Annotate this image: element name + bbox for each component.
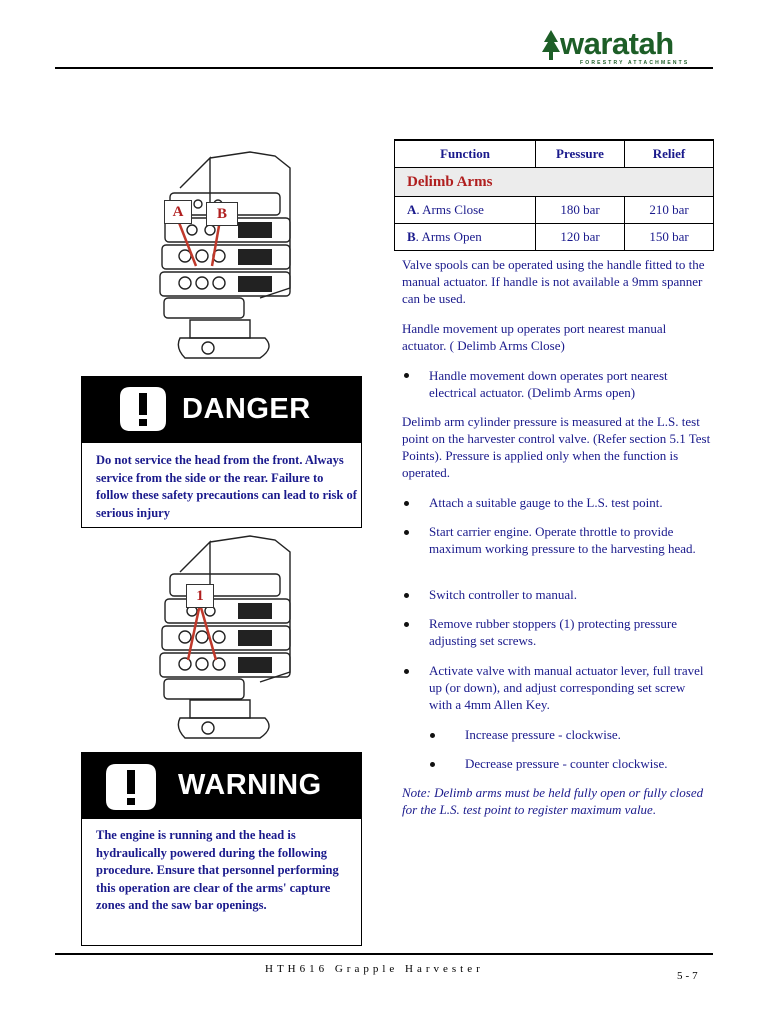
warning-header [82, 753, 361, 819]
header-function: Function [395, 140, 536, 168]
table-row [395, 224, 714, 251]
bullet-handle-down: Handle movement down operates port nearest electrical actuator. (Delimb Arms open) [429, 368, 668, 400]
paragraph-ls-test: Delimb arm cylinder pressure is measured at the L.S. test point on the harvester control valve. (Refer section 5.1 Test Points). Pressure is applied only when the function is operated. [402, 414, 711, 480]
row-function: A. Arms Close [395, 197, 536, 224]
bullet-dot [404, 622, 409, 627]
pressure-table [394, 139, 714, 251]
valve-figure-top [140, 148, 310, 368]
logo-tagline: FORESTRY ATTACHMENTS [580, 60, 690, 66]
note-text: Note: Delimb arms must be held fully open or fully closed for the L.S. test point to register maximum value. [402, 785, 704, 817]
danger-box [81, 376, 362, 528]
row-relief: 150 bar [625, 224, 714, 251]
warning-title: WARNING [178, 769, 322, 801]
header-pressure: Pressure [536, 140, 625, 168]
bullet-start-engine: Start carrier engine. Operate throttle to provide maximum working pressure to the harvesting head. [429, 524, 696, 556]
tree-icon [540, 30, 562, 62]
paragraph-spools: Valve spools can be operated using the handle fitted to the manual actuator. If handle is not available a 9mm spanner can be used. [402, 257, 705, 306]
logo-wordmark: waratah [560, 26, 674, 61]
table-header-row [395, 140, 714, 168]
warning-box [81, 752, 362, 946]
section-title: Delimb Arms [395, 168, 714, 197]
figure-label-a: A [164, 200, 192, 224]
bullet-activate-valve: Activate valve with manual actuator lever, full travel up (or down), and adjust corresponding set screw with a 4mm Allen Key. [429, 663, 704, 712]
header-relief: Relief [625, 140, 714, 168]
figure-label-b: B [206, 202, 238, 226]
row-function: B. Arms Open [395, 224, 536, 251]
bullet-dot [404, 530, 409, 535]
bullet-dot [404, 669, 409, 674]
page-number: 5-7 [677, 970, 701, 982]
row-relief: 210 bar [625, 197, 714, 224]
footer-rule [55, 953, 713, 955]
warning-text: The engine is running and the head is hydraulically powered during the following procedure. Ensure that personnel performing this operation are clear of the arms' capture zones and the saw bar openings. [96, 828, 339, 912]
danger-title: DANGER [182, 393, 311, 425]
figure-label-1: 1 [186, 584, 214, 608]
table-row [395, 197, 714, 224]
warning-icon [104, 762, 158, 812]
bullet-dot [404, 501, 409, 506]
bullet-dot [404, 593, 409, 598]
bullet-switch-manual: Switch controller to manual. [429, 587, 578, 602]
row-pressure: 180 bar [536, 197, 625, 224]
header-rule [55, 67, 713, 69]
table-section-row [395, 168, 714, 197]
sub-bullet-increase: Increase pressure - clockwise. [465, 727, 621, 742]
paragraph-handle-up: Handle movement up operates port nearest manual actuator. ( Delimb Arms Close) [402, 321, 667, 353]
footer-title: HTH616 Grapple Harvester [265, 963, 484, 975]
waratah-logo [540, 26, 715, 70]
sub-bullet-decrease: Decrease pressure - counter clockwise. [465, 756, 668, 771]
danger-text: Do not service the head from the front. Always service from the side or the rear. Failure to follow these safety precautions can lead to risk of serious injury [96, 453, 357, 520]
danger-icon [118, 385, 168, 433]
bullet-remove-stoppers: Remove rubber stoppers (1) protecting pressure adjusting set screws. [429, 616, 678, 648]
row-pressure: 120 bar [536, 224, 625, 251]
valve-figure-bottom [140, 532, 310, 747]
bullet-dot [404, 373, 409, 378]
bullet-attach-gauge: Attach a suitable gauge to the L.S. test point. [429, 495, 663, 510]
danger-header [82, 377, 361, 443]
sub-bullet-dot [430, 733, 435, 738]
sub-bullet-dot [430, 762, 435, 767]
